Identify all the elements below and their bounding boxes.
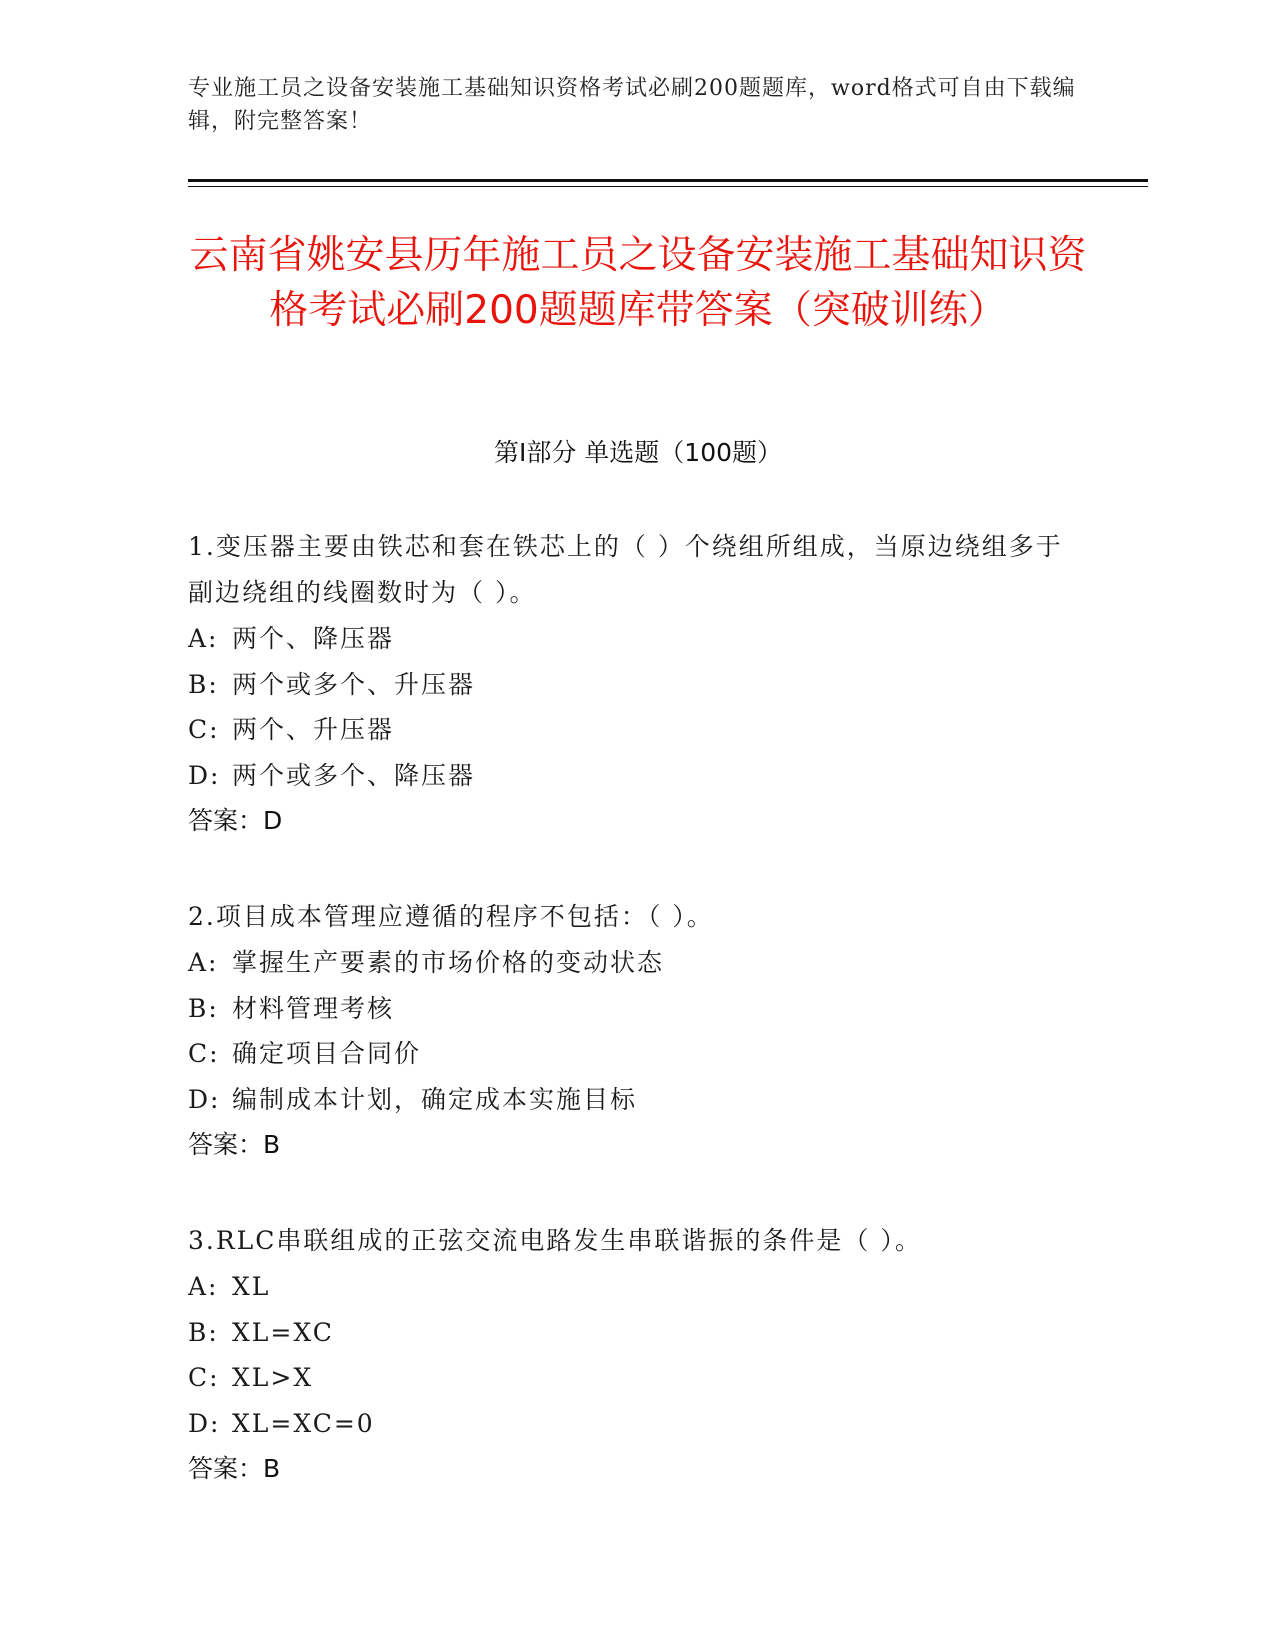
question-3 [188,1218,1088,1492]
answer-value: D [263,806,283,835]
option-a [188,616,1088,662]
option-c [188,707,1088,753]
header-note: 专业施工员之设备安装施工基础知识资格考试必刷200题题库，word格式可自由下载编辑，附完整答案！ [188,76,1076,134]
question-stem [188,894,1088,940]
option-letter: D: [188,1084,221,1114]
option-text: 两个或多个、降压器 [232,760,476,790]
option-text: 材料管理考核 [232,993,395,1023]
option-d [188,1077,1088,1123]
option-b [188,1310,1088,1356]
section-title: 第I部分 单选题（100题） [493,438,783,467]
question-2 [188,894,1088,1168]
question-number: 2. [188,902,216,931]
option-a [188,1264,1088,1310]
answer-value: B [263,1130,281,1159]
option-text: 掌握生产要素的市场价格的变动状态 [232,948,665,977]
question-list [188,524,1088,1542]
option-letter: C: [188,1363,220,1392]
question-1 [188,524,1088,844]
answer-line [188,798,1088,844]
question-text: 项目成本管理应遵循的程序不包括：（ ）。 [215,902,714,931]
option-letter: A: [188,948,219,977]
answer-line [188,1122,1088,1168]
answer-label: 答案： [188,806,264,835]
option-text: 两个、升压器 [232,715,395,744]
option-b [188,986,1088,1032]
answer-label: 答案： [188,1130,264,1159]
question-number: 3. [188,1226,216,1255]
question-text: 变压器主要由铁芯和套在铁芯上的（ ）个绕组所组成，当原边绕组多于副边绕组的线圈数时为（ ）。 [188,532,1063,607]
option-d [188,753,1088,799]
option-letter: C: [188,1039,220,1068]
question-number: 1. [188,532,216,561]
option-letter: B: [188,993,219,1023]
answer-label: 答案： [188,1454,264,1483]
header-rule-thin [188,186,1148,187]
option-text: 两个、降压器 [232,624,395,653]
question-text: RLC串联组成的正弦交流电路发生串联谐振的条件是（ ）。 [215,1226,922,1255]
question-stem [188,1218,1088,1264]
option-letter: B: [188,669,219,699]
option-letter: B: [188,1317,219,1347]
answer-value: B [263,1454,281,1483]
option-letter: D: [188,1408,221,1438]
option-letter: C: [188,715,220,744]
option-text: XL=XC=0 [232,1408,375,1438]
option-text: 两个或多个、升压器 [232,669,476,699]
option-text: XL>X [232,1363,314,1392]
option-letter: A: [188,1272,219,1301]
option-d [188,1401,1088,1447]
header-rule-thick [188,179,1148,182]
answer-line [188,1446,1088,1492]
option-b [188,662,1088,708]
option-letter: A: [188,624,219,653]
document-title: 云南省姚安县历年施工员之设备安装施工基础知识资格考试必刷200题题库带答案（突破训练） [189,233,1087,333]
option-letter: D: [188,760,221,790]
option-text: 编制成本计划，确定成本实施目标 [232,1084,638,1114]
question-stem [188,524,1088,616]
option-c [188,1355,1088,1401]
option-text: XL=XC [232,1317,334,1347]
option-a [188,940,1088,986]
option-text: XL [232,1272,271,1301]
option-text: 确定项目合同价 [232,1039,422,1068]
option-c [188,1031,1088,1077]
